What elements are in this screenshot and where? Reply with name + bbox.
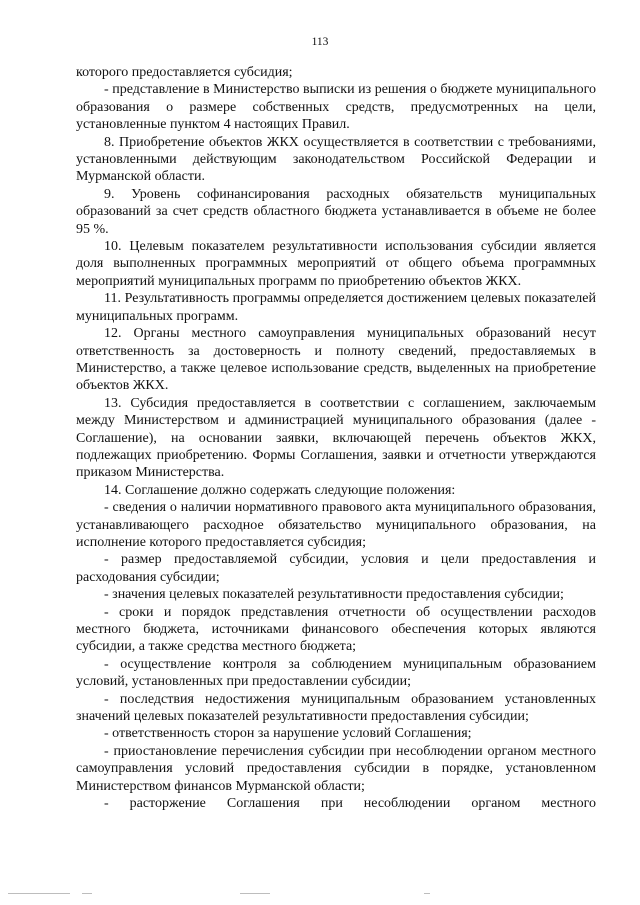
paragraph: - ответственность сторон за нарушение условий Соглашения; <box>104 726 472 742</box>
paragraph: - расторжение Соглашения при несоблюдении органом местного <box>104 796 596 812</box>
document-body <box>76 64 596 812</box>
paragraph: - сроки и порядок представления отчетности об осуществлении расходов местного бюджета, источниками финансового обеспечения которых являются субсидии, а также средства местного бюджета; <box>76 604 596 655</box>
scan-artifact-lines <box>0 893 640 899</box>
paragraph: - представление в Министерство выписки из решения о бюджете муниципального образования о размере собственных средств, предусмотренных на цели, установленные пунктом 4 настоящих Правил. <box>76 82 596 133</box>
paragraph: 12. Органы местного самоуправления муниципальных образований несут ответственность за достоверность и полноту сведений, предоставляемых в Министерство, а также целевое использование средств, выделенных на приобретение объектов ЖКХ. <box>76 326 596 394</box>
paragraph: 10. Целевым показателем результативности использования субсидии является доля выполненных программных мероприятий от общего объема программных мероприятий муниципальных программ по приобретению объектов ЖКХ. <box>76 239 596 289</box>
paragraph: которого предоставляется субсидия; <box>76 65 293 80</box>
paragraph: - последствия недостижения муниципальным образованием установленных значений целевых показателей результативности предоставления субсидии; <box>76 691 596 725</box>
paragraph: 9. Уровень софинансирования расходных обязательств муниципальных образований за счет средств областного бюджета устанавливается в объеме не более 95 %. <box>76 186 596 237</box>
paragraph: 8. Приобретение объектов ЖКХ осуществляется в соответствии с требованиями, установленными действующим законодательством Российской Федерации и Мурманской области. <box>76 134 596 185</box>
paragraph: 11. Результативность программы определяется достижением целевых показателей муниципальных программ. <box>76 291 596 324</box>
paragraph: - значения целевых показателей результативности предоставления субсидии; <box>104 587 564 603</box>
paragraph: - осуществление контроля за соблюдением муниципальным образованием условий, установленных при предоставлении субсидии; <box>76 656 596 690</box>
paragraph: 14. Соглашение должно содержать следующие положения: <box>104 482 456 498</box>
paragraph: 13. Субсидия предоставляется в соответствии с соглашением, заключаемым между Министерством и администрацией муниципального образования (далее - Соглашение), на основании заявки, включающей перечень объектов ЖКХ, подлежащих приобретению. Формы Соглашения, заявки и отчетности утверждаются приказом Министерства. <box>76 395 596 481</box>
paragraph: - приостановление перечисления субсидии при несоблюдении органом местного самоуправления условий предоставления субсидии в порядке, установленном Министерством финансов Мурманской области; <box>76 743 596 794</box>
paragraph: - размер предоставляемой субсидии, условия и цели предоставления и расходования субсидии; <box>76 552 596 585</box>
paragraph: - сведения о наличии нормативного правового акта муниципального образования, устанавливающего расходное обязательство муниципального образования, на исполнение которого предоставляется субсидия; <box>76 500 596 550</box>
page-number: 113 <box>311 36 329 48</box>
